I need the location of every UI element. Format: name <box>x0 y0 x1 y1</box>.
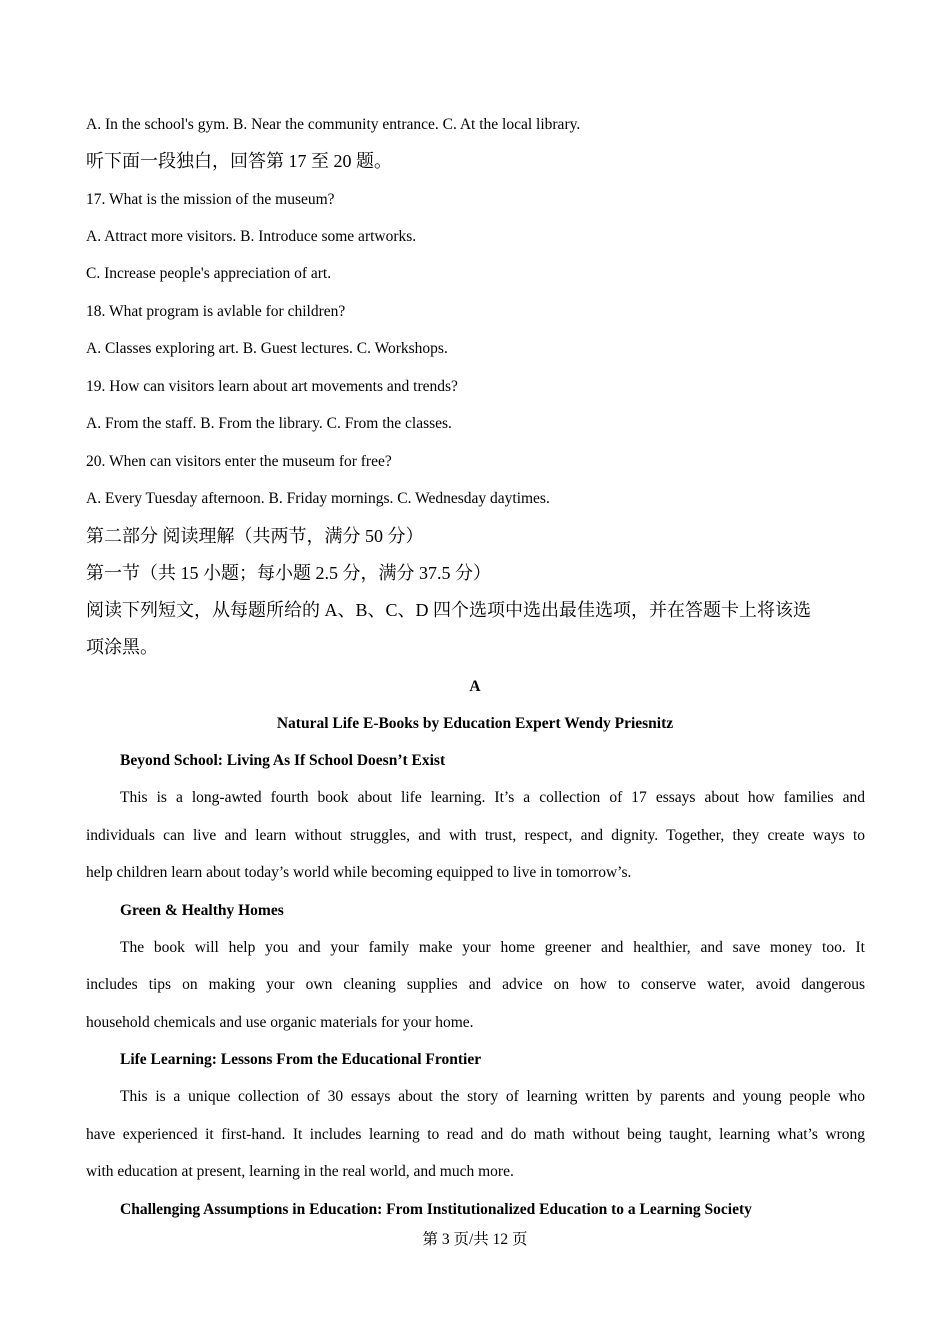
book4-title: Challenging Assumptions in Education: From Institutionalized Education to a Learning Society <box>120 1201 752 1218</box>
question-19-options: A. From the staff. B. From the library. C. From the classes. <box>86 415 452 432</box>
question-17: 17. What is the mission of the museum? <box>86 191 335 208</box>
question-17-options-ab: A. Attract more visitors. B. Introduce some artworks. <box>86 228 417 245</box>
book2-para-line3: household chemicals and use organic materials for your home. <box>86 1014 474 1031</box>
monologue-instruction: 听下面一段独白，回答第 17 至 20 题。 <box>86 151 392 171</box>
book3-title: Life Learning: Lessons From the Educational Frontier <box>120 1051 482 1068</box>
book2-para-line2: includes tips on making your own cleaning supplies and advice on how to conserve water, avoid dangerous <box>86 976 865 993</box>
reading-instruction-1: 阅读下列短文，从每题所给的 A、B、C、D 四个选项中选出最佳选项，并在答题卡上将该选 <box>86 600 812 620</box>
book3-para-line3: with education at present, learning in the real world, and much more. <box>86 1163 514 1180</box>
page-footer: 第 3 页/共 12 页 <box>422 1231 528 1248</box>
book2-para-line1: The book will help you and your family make your home greener and healthier, and save money too. It <box>120 939 865 956</box>
q16-options: A. In the school's gym. B. Near the community entrance. C. At the local library. <box>86 116 581 133</box>
question-20-options: A. Every Tuesday afternoon. B. Friday mornings. C. Wednesday daytimes. <box>86 490 550 507</box>
book1-title: Beyond School: Living As If School Doesn’t Exist <box>120 752 446 769</box>
book3-para-line2: have experienced it first-hand. It includes learning to read and do math without being taught, learning what’s wrong <box>86 1126 865 1143</box>
book1-para-line1: This is a long-awted fourth book about life learning. It’s a collection of 17 essays about how families and <box>120 789 865 806</box>
question-20: 20. When can visitors enter the museum for free? <box>86 453 392 470</box>
book2-title: Green & Healthy Homes <box>120 902 284 919</box>
passage-title: Natural Life E-Books by Education Expert Wendy Priesnitz <box>276 715 674 732</box>
question-17-option-c: C. Increase people's appreciation of art. <box>86 265 332 282</box>
passage-label: A <box>469 678 481 695</box>
section-one-heading: 第一节（共 15 小题；每小题 2.5 分，满分 37.5 分） <box>86 563 491 583</box>
book1-para-line3: help children learn about today’s world while becoming equipped to live in tomorrow’s. <box>86 864 632 881</box>
book1-para-line2: individuals can live and learn without struggles, and with trust, respect, and dignity. Together, they create ways to <box>86 827 865 844</box>
question-18-options: A. Classes exploring art. B. Guest lectures. C. Workshops. <box>86 340 448 357</box>
reading-instruction-2: 项涂黑。 <box>86 637 158 657</box>
question-18: 18. What program is avlable for children? <box>86 303 346 320</box>
part-two-heading: 第二部分 阅读理解（共两节，满分 50 分） <box>86 526 424 546</box>
book3-para-line1: This is a unique collection of 30 essays about the story of learning written by parents and young people who <box>120 1088 865 1105</box>
question-19: 19. How can visitors learn about art movements and trends? <box>86 378 458 395</box>
